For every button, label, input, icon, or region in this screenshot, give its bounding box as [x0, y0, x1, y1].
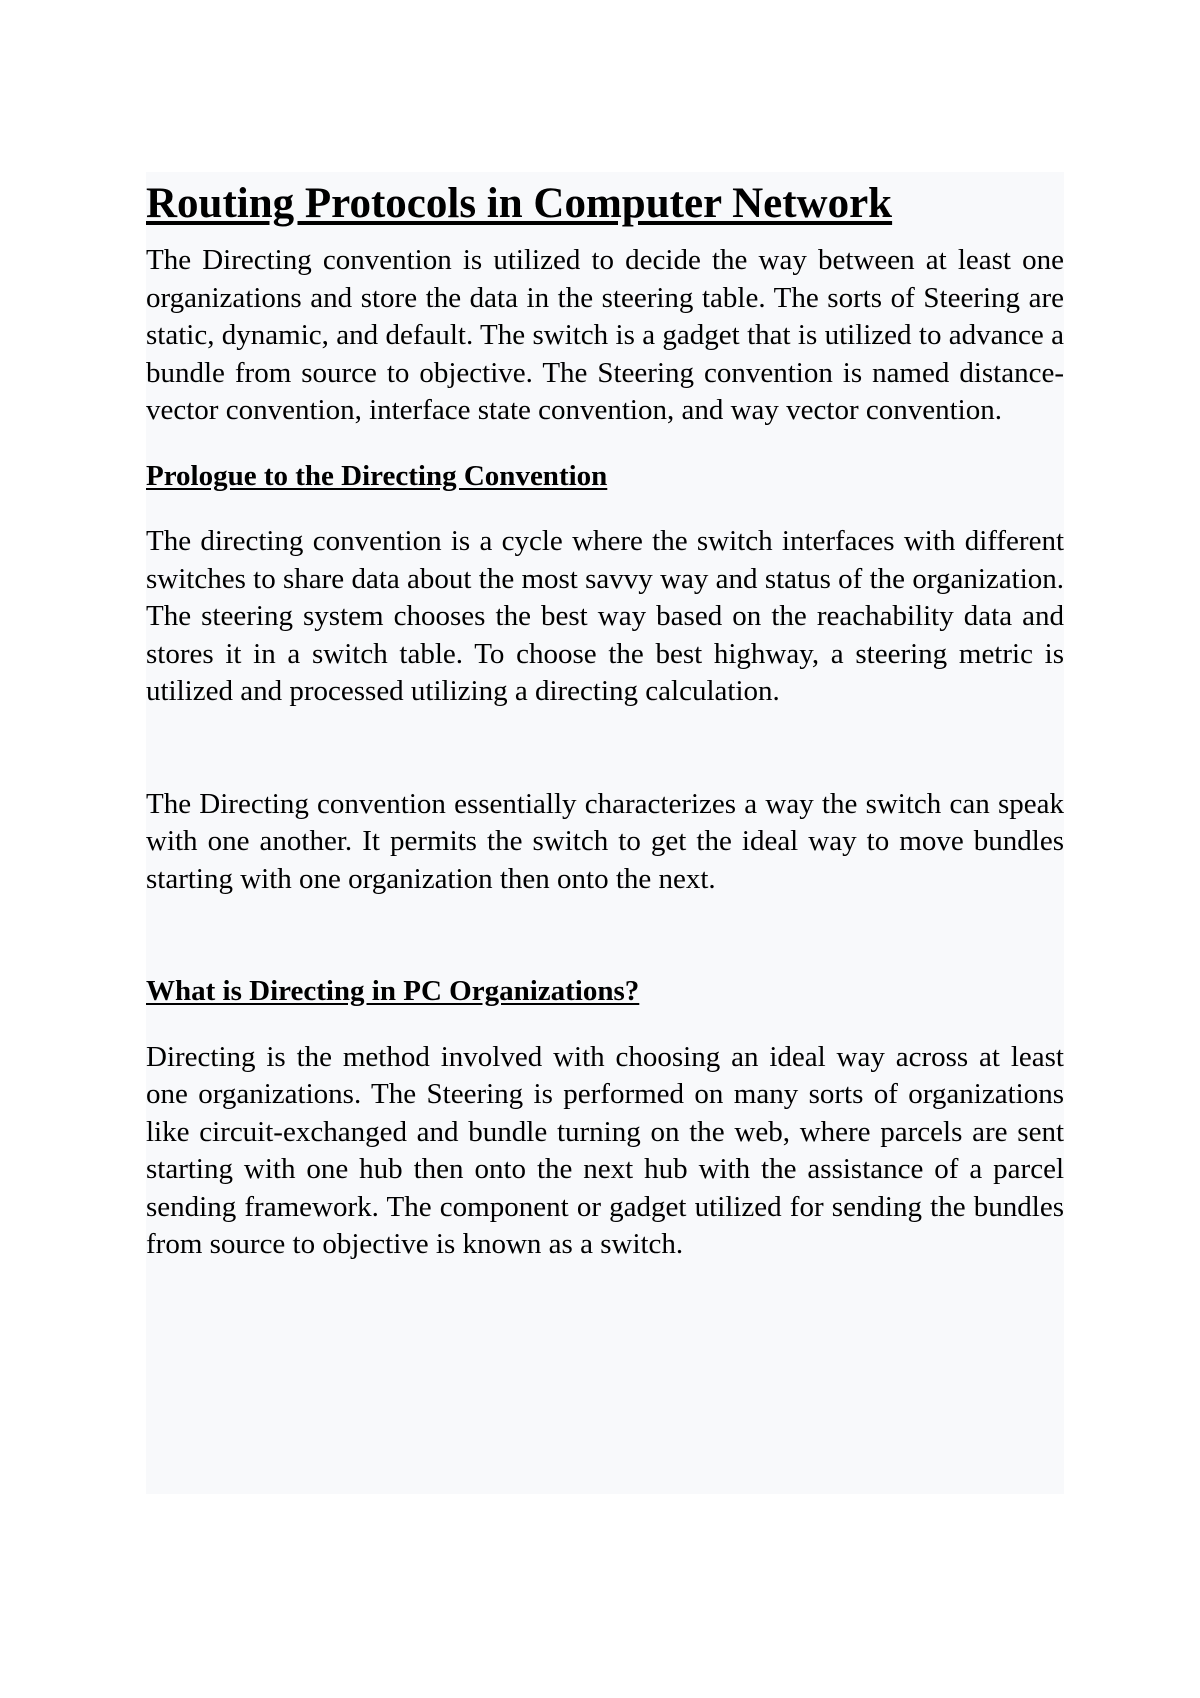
- section-paragraph: The Directing convention essentially characterizes a way the switch can speak with one another. It permits the switch to get the ideal way to move bundles starting with one organization then onto the next.: [146, 787, 1064, 895]
- section-heading-what-is-directing: What is Directing in PC Organizations?: [146, 975, 640, 1007]
- document-title: Routing Protocols in Computer Network: [146, 180, 893, 227]
- section-heading-prologue: Prologue to the Directing Convention: [146, 459, 608, 492]
- section-paragraph: Directing is the method involved with choosing an ideal way across at least one organizations. The Steering is performed on many sorts of organizations like circuit-exchanged and bundle turning on the web, where parcels are sent starting with one hub then onto the next hub with the assistance of a parcel sending framework. The component or gadget utilized for sending the bundles from source to objective is known as a switch.: [146, 1040, 1064, 1260]
- section-paragraph: The directing convention is a cycle where the switch interfaces with different switches to share data about the most savvy way and status of the organization. The steering system chooses the best way based on the reachability data and stores it in a switch table. To choose the best highway, a steering metric is utilized and processed utilizing a directing calculation.: [146, 525, 1064, 707]
- document-body: [146, 176, 1064, 1264]
- intro-paragraph: The Directing convention is utilized to decide the way between at least one organizations and store the data in the steering table. The sorts of Steering are static, dynamic, and default. The switch is a gadget that is utilized to advance a bundle from source to objective. The Steering convention is named distance-vector convention, interface state convention, and way vector convention.: [146, 244, 1064, 426]
